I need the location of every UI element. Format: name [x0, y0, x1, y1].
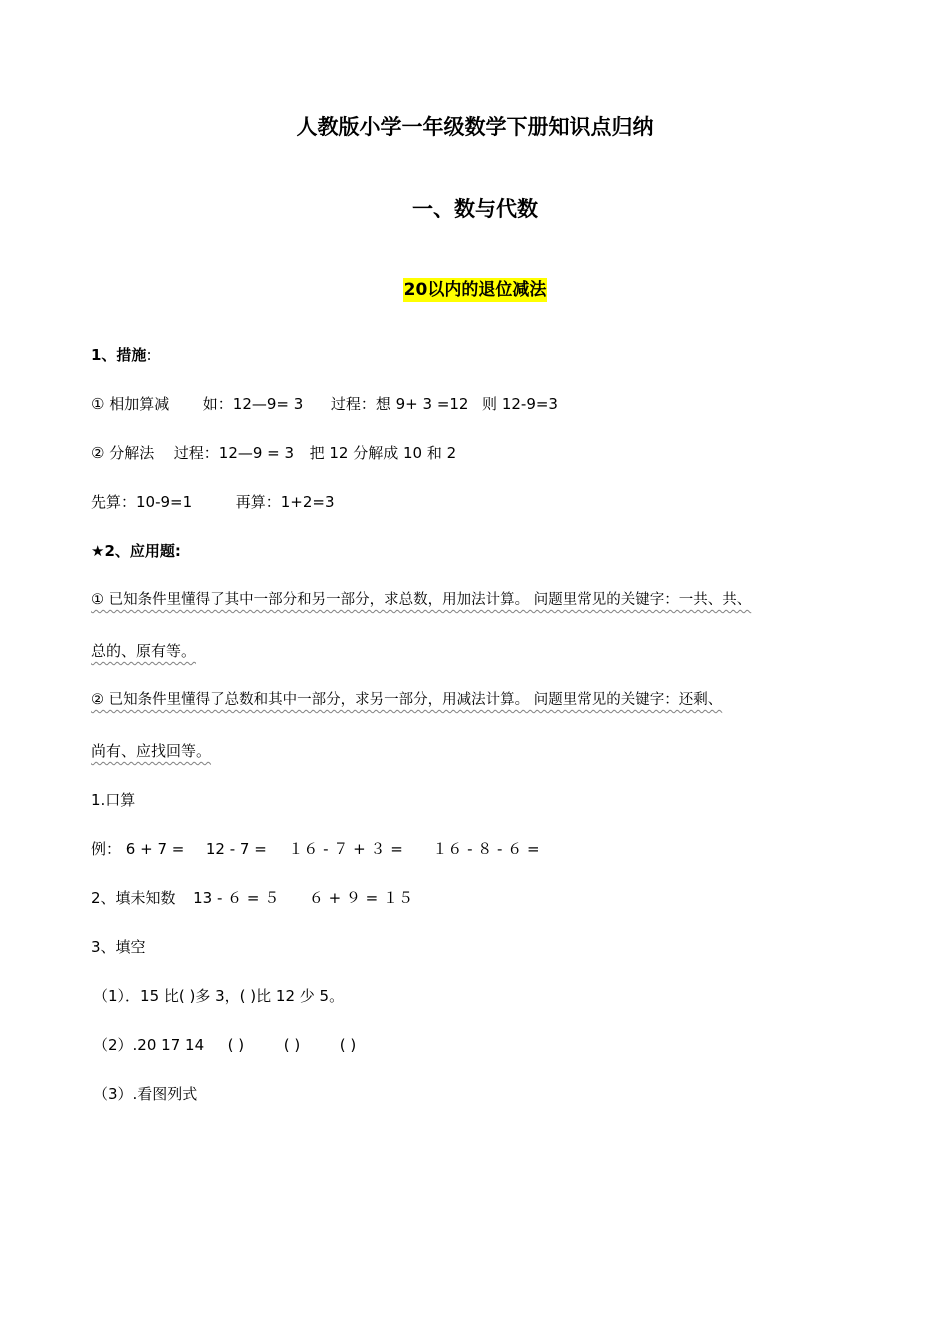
unknown-number-heading: 2、填未知数: [91, 889, 176, 907]
method-item-2-name: ② 分解法: [91, 444, 155, 462]
application-p1-line2-text: 总的、原有等。: [91, 642, 197, 660]
oral-calc-label: 例：: [91, 840, 122, 858]
oral-calc-item-3: １６ - ７ + ３ =: [288, 840, 403, 858]
fill-blank-heading: 3、填空: [91, 938, 146, 956]
application-p2-line1-text: ② 已知条件里懂得了总数和其中一部分，求另一部分，用减法计算。 问题里常见的关键字：还剩、: [91, 692, 723, 708]
method-item-1-result: 则 12-9=3: [482, 395, 558, 413]
subsection-wrapper: [0, 278, 950, 302]
fill-blank-item-3: （3）.看图列式: [93, 1085, 198, 1103]
method-item-1-example: 如：12—9= 3: [202, 395, 304, 413]
oral-calc-heading: 1.口算: [91, 791, 136, 809]
method-item-1: [91, 393, 871, 415]
oral-calc-item-4: １６ - ８ - ６ =: [432, 840, 540, 858]
method-steps: [91, 491, 871, 513]
method-item-2: [91, 442, 871, 464]
section-heading: 一、数与代数: [412, 197, 538, 221]
method-item-2-process: 过程：12—9 = 3: [173, 444, 295, 462]
method-step-first: 先算：10-9=1: [91, 493, 193, 511]
method-item-1-process: 过程：想 9+ 3 =12: [330, 395, 469, 413]
oral-calc-examples: [91, 838, 871, 860]
oral-calc-item-1: 6 + 7 =: [125, 840, 185, 858]
fill-blank-item-2-sequence: （2）.20 17 14: [93, 1036, 205, 1054]
unknown-number-item-1: 13 - ６ = ５: [193, 889, 280, 907]
fill-blank-item-1: （1）．15 比( )多 3，( )比 12 少 5。: [93, 987, 345, 1005]
method-heading-colon: :: [146, 346, 152, 364]
method-item-1-name: ① 相加算减: [91, 395, 170, 413]
method-item-2-note: 把 12 分解成 10 和 2: [309, 444, 457, 462]
fill-blank-item-2-blank-2: ( ): [283, 1036, 301, 1054]
oral-calc-item-2: 12 - 7 =: [205, 840, 267, 858]
unknown-number-line: [91, 887, 871, 909]
application-p1-line1-text: ① 已知条件里懂得了其中一部分和另一部分，求总数，用加法计算。 问题里常见的关键字：一共、共、: [91, 592, 752, 608]
subsection-heading-highlighted: 20以内的退位减法: [403, 280, 547, 300]
application-paragraph-2-line-2: [91, 740, 871, 762]
application-heading: ★2、应用题:: [91, 542, 181, 560]
application-paragraph-1-line-1: [91, 589, 871, 611]
application-paragraph-1-line-2: [91, 640, 871, 662]
application-p2-line2-text: 尚有、应找回等。: [91, 742, 212, 760]
fill-blank-item-2-blank-3: ( ): [339, 1036, 357, 1054]
method-heading: 1、措施: [91, 346, 147, 364]
method-heading-line: [91, 344, 871, 366]
fill-blank-item-2: [93, 1034, 873, 1056]
method-step-then: 再算：1+2=3: [235, 493, 335, 511]
fill-blank-item-2-blank-1: ( ): [227, 1036, 245, 1054]
document-title: 人教版小学一年级数学下册知识点归纳: [296, 115, 654, 139]
application-paragraph-2-line-1: [91, 689, 871, 711]
unknown-number-item-2: ６ + ９ = １５: [308, 889, 414, 907]
